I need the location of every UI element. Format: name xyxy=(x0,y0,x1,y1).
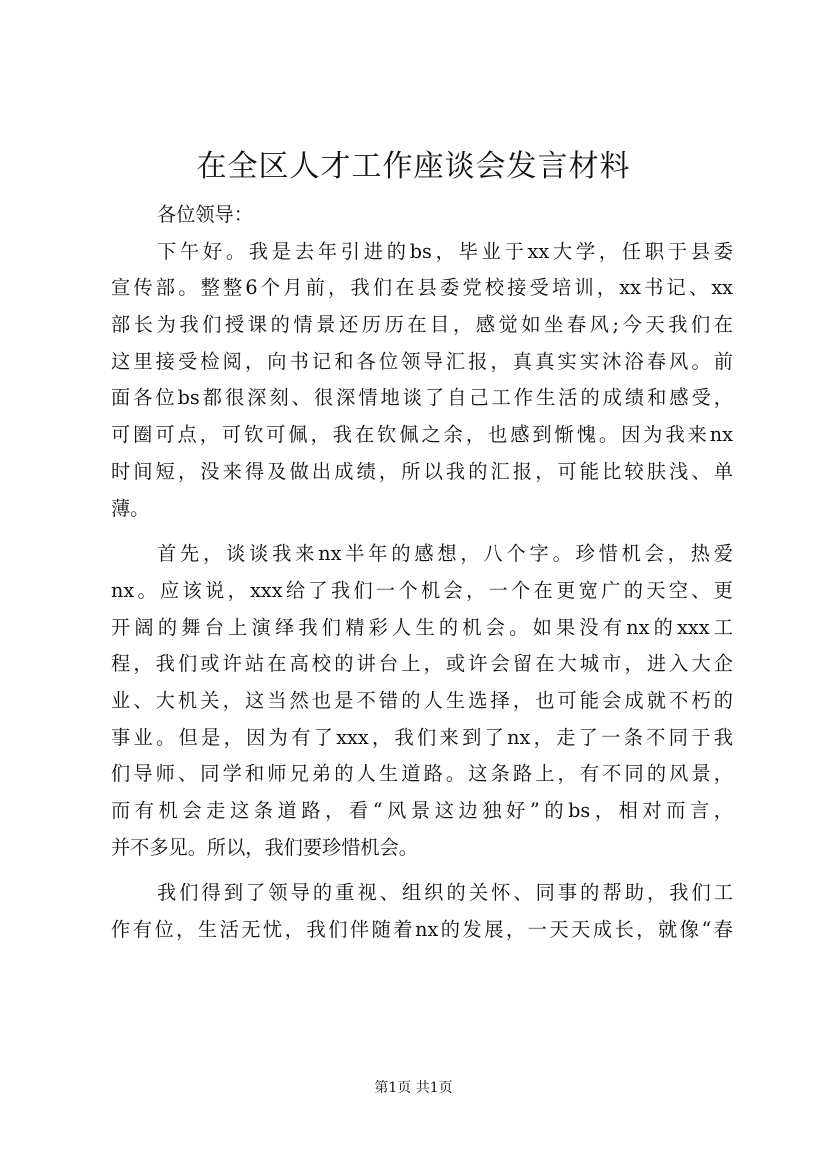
document-title: 在全区人才工作座谈会发言材料 xyxy=(196,149,631,184)
paragraph-line: 面各位bs都很深刻、很深情地谈了自己工作生活的成绩和感受， xyxy=(111,386,733,410)
paragraph-line: 时间短，没来得及做出成绩，所以我的汇报，可能比较肤浅、单 xyxy=(111,459,733,483)
document-body xyxy=(111,197,733,949)
paragraph-line: 薄。 xyxy=(111,496,150,520)
paragraph-line: 业、大机关，这当然也是不错的人生选择，也可能会成就不朽的 xyxy=(111,688,733,712)
paragraph-line: 宣传部。整整6个月前，我们在县委党校接受培训，xx书记、xx xyxy=(111,276,733,300)
paragraph-line: 们导师、同学和师兄弟的人生道路。这条路上，有不同的风景， xyxy=(111,762,733,786)
paragraph-line: 而有机会走这条道路，看“风景这边独好”的bs，相对而言， xyxy=(111,799,733,822)
paragraph-line: 作有位，生活无忧，我们伴随着nx的发展，一天天成长，就像“春 xyxy=(111,918,733,942)
salutation: 各位领导： xyxy=(157,203,253,226)
paragraph-spacer xyxy=(111,527,733,536)
paragraph-line: 程，我们或许站在高校的讲台上，或许会留在大城市，进入大企 xyxy=(111,652,733,676)
paragraph-line: 部长为我们授课的情景还历历在目，感觉如坐春风;今天我们在 xyxy=(111,313,733,337)
paragraph-line: 下午好。我是去年引进的bs，毕业于xx大学，任职于县委 xyxy=(157,239,733,263)
paragraph-line: 我们得到了领导的重视、组织的关怀、同事的帮助，我们工 xyxy=(157,881,733,905)
paragraph-2 xyxy=(111,536,733,866)
paragraph-spacer xyxy=(111,866,733,875)
paragraph-line: 事业。但是，因为有了xxx，我们来到了nx，走了一条不同于我 xyxy=(111,725,733,749)
page-number-footer: 第1页 共1页 xyxy=(374,1080,453,1096)
paragraph-3 xyxy=(111,875,733,948)
paragraph-line: 可圈可点，可钦可佩，我在钦佩之余，也感到惭愧。因为我来nx xyxy=(111,423,733,447)
paragraph-line: 开阔的舞台上演绎我们精彩人生的机会。如果没有nx的xxx工 xyxy=(111,615,733,639)
paragraph-line: 首先，谈谈我来nx半年的感想，八个字。珍惜机会，热爱 xyxy=(157,542,733,566)
paragraph-line: 这里接受检阅，向书记和各位领导汇报，真真实实沐浴春风。前 xyxy=(111,349,733,373)
paragraph-line: 并不多见。所以，我们要珍惜机会。 xyxy=(111,835,418,859)
paragraph-line: nx。应该说，xxx给了我们一个机会，一个在更宽广的天空、更 xyxy=(111,578,733,602)
paragraph-1 xyxy=(111,234,733,528)
